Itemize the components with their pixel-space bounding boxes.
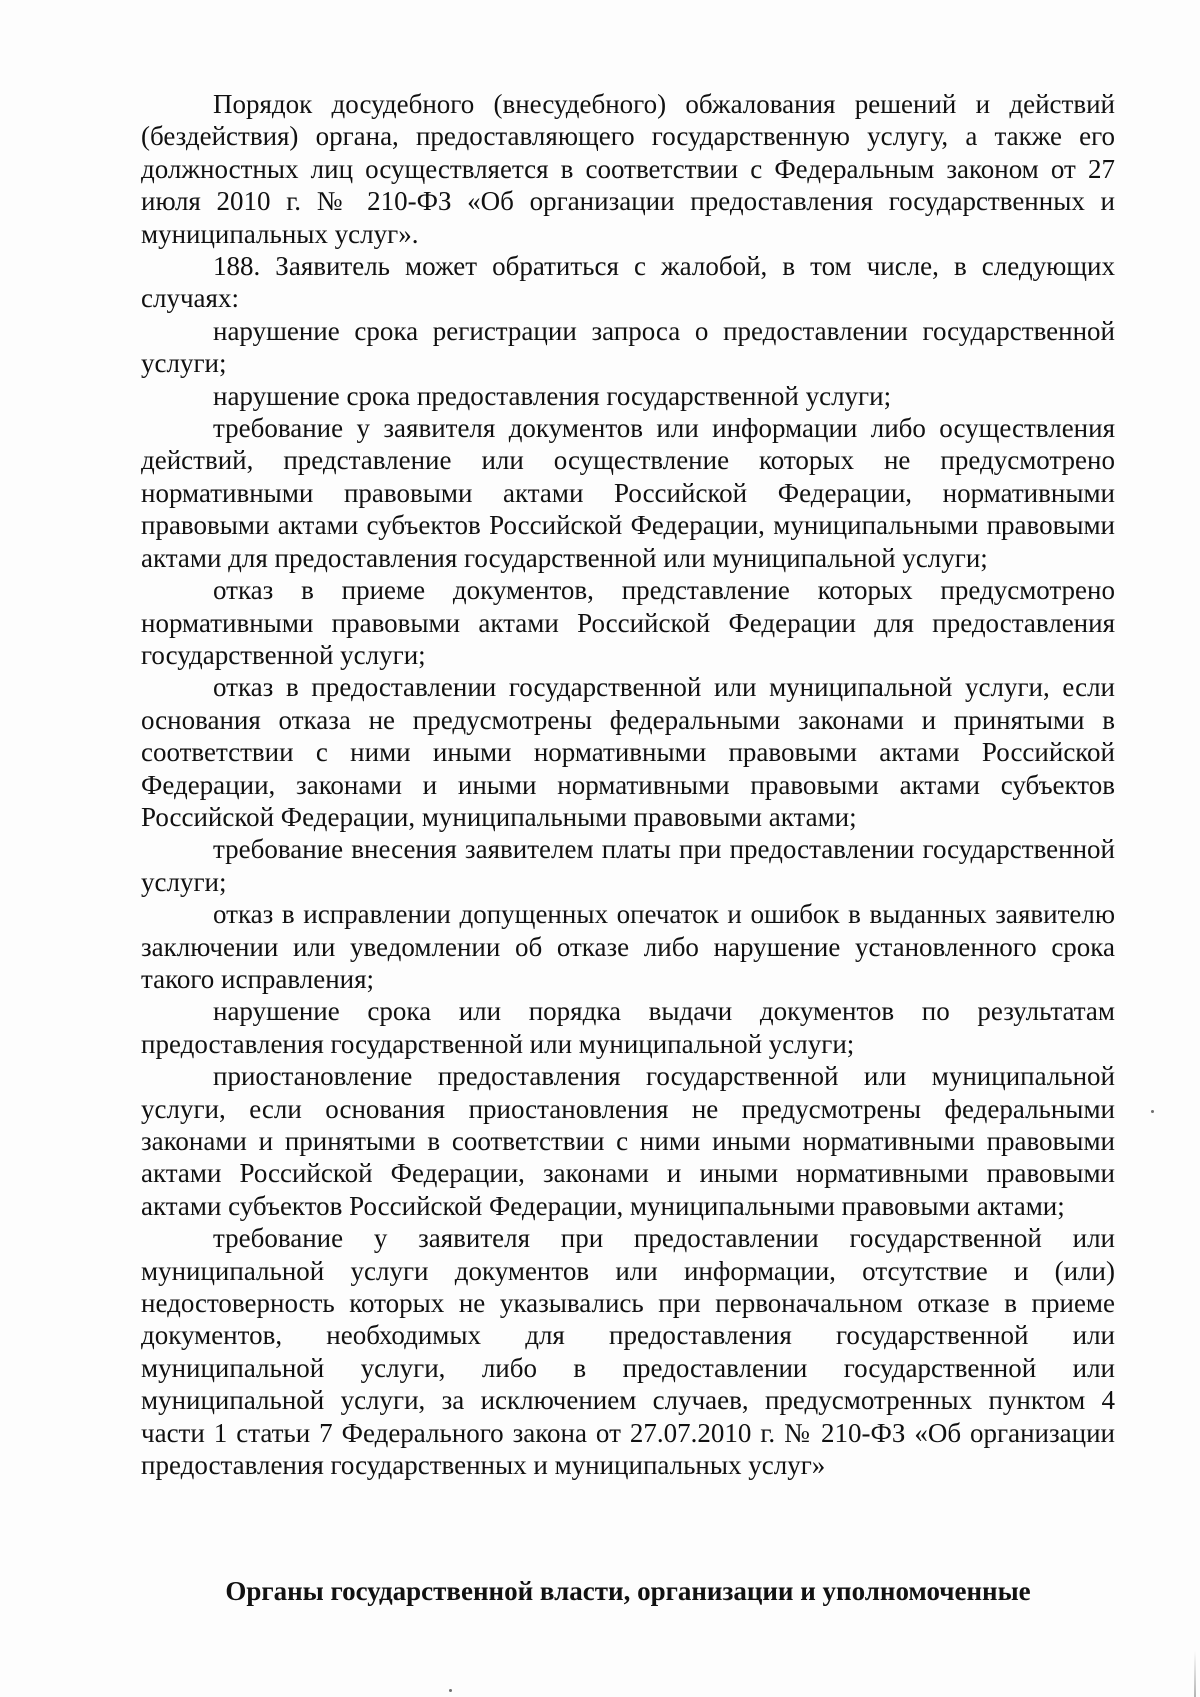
paragraph-appeal-procedure: Порядок досудебного (внесудебного) обжалования решений и действий (бездействия) органа, предоставляющего государственную услугу, а также его должностных лиц осуществляется в соответствии с Федеральным законом от 27 июля 2010 г. № 210-ФЗ «Об организации предоставления государственных и муниципальных услуг». xyxy=(141,89,1115,249)
list-item-correction-refusal: отказ в исправлении допущенных опечаток и ошибок в выданных заявителю заключении или уведомлении об отказе либо нарушение установленного срока такого исправления; xyxy=(141,899,1115,994)
list-item-service-suspension: приостановление предоставления государственной или муниципальной услуги, если основания приостановления не предусмотрены федеральными законами и принятыми в соответствии с ними иными нормативными правовыми актами Российской Федерации, законами и иными нормативными правовыми актами субъектов Российской Федерации, муниципальными правовыми актами; xyxy=(141,1061,1115,1221)
list-item-extra-documents-requirement: требование у заявителя документов или информации либо осуществления действий, представление или осуществление которых не предусмотрено нормативными правовыми актами Российской Федерации, нормативными правовыми актами субъектов Российской Федерации, муниципальными правовыми актами для предоставления государственной или муниципальной услуги; xyxy=(141,413,1115,573)
list-item-fee-requirement: требование внесения заявителем платы при предоставлении государственной услуги; xyxy=(141,834,1115,897)
list-item-service-refusal: отказ в предоставлении государственной или муниципальной услуги, если основания отказа не предусмотрены федеральными законами и принятыми в соответствии с ними иными нормативными правовыми актами Российской Федерации, законами и иными нормативными правовыми актами субъектов Российской Федерации, муниципальными правовыми актами; xyxy=(141,672,1115,832)
scan-speck xyxy=(449,1689,452,1692)
scan-edge-mark xyxy=(1194,1651,1196,1697)
section-heading: Органы государственной власти, организации и уполномоченные xyxy=(225,1576,1031,1606)
list-item-issuance-violation: нарушение срока или порядка выдачи документов по результатам предоставления государственной или муниципальной услуги; xyxy=(141,996,1115,1059)
list-item-unlisted-documents-requirement: требование у заявителя при предоставлении государственной или муниципальной услуги документов или информации, отсутствие и (или) недостоверность которых не указывались при первоначальном отказе в приеме документов, необходимых для предоставления государственной или муниципальной услуги, либо в предоставлении государственной или муниципальной услуги, за исключением случаев, предусмотренных пунктом 4 части 1 статьи 7 Федерального закона от 27.07.2010 г. № 210-ФЗ «Об организации предоставления государственных и муниципальных услуг» xyxy=(141,1223,1115,1481)
scan-speck xyxy=(1151,1110,1154,1113)
list-item-registration-deadline: нарушение срока регистрации запроса о предоставлении государственной услуги; xyxy=(141,315,1115,379)
document-body xyxy=(141,88,1115,1481)
list-item-document-refusal: отказ в приеме документов, представление которых предусмотрено нормативными правовыми актами Российской Федерации для предоставления государственной услуги; xyxy=(141,575,1115,670)
paragraph-188-complaint-cases: 188. Заявитель может обратиться с жалобой, в том числе, в следующих случаях: xyxy=(141,251,1115,314)
list-item-service-deadline: нарушение срока предоставления государственной услуги; xyxy=(213,380,892,411)
